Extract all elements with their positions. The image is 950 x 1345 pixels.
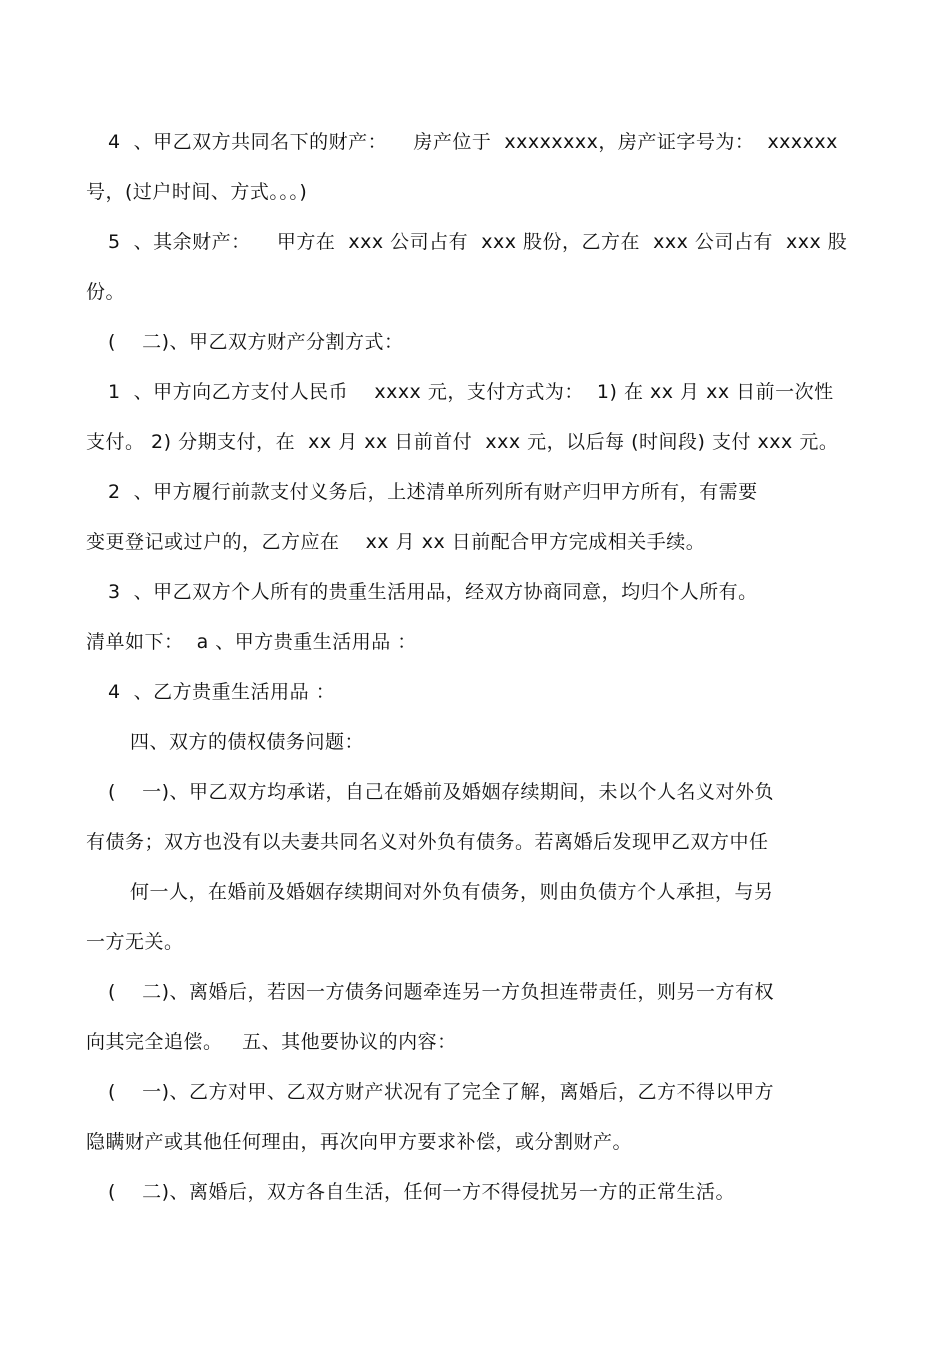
text-line-16: 何一人，在婚前及婚姻存续期间对外负有债务，则由负债方个人承担，与另 bbox=[130, 881, 774, 903]
text-line-19: 向其完全追偿。 五、其他要协议的内容： bbox=[86, 1031, 457, 1053]
text-line-14: ( 一)、甲乙双方均承诺，自己在婚前及婚姻存续期间，未以个人名义对外负 bbox=[108, 781, 774, 803]
text-line-5: ( 二)、甲乙双方财产分割方式： bbox=[108, 331, 404, 353]
text-line-15: 有债务；双方也没有以夫妻共同名义对外负有债务。若离婚后发现甲乙双方中任 bbox=[86, 831, 769, 853]
text-line-17: 一方无关。 bbox=[86, 931, 184, 953]
text-line-9: 变更登记或过户的，乙方应在 xx 月 xx 日前配合甲方完成相关手续。 bbox=[86, 531, 706, 553]
text-line-7: 支付。 2) 分期支付，在 xx 月 xx 日前首付 xxx 元，以后每 (时间段) 支付 xxx 元。 bbox=[86, 431, 839, 453]
text-line-11: 清单如下： a 、甲方贵重生活用品 ： bbox=[86, 631, 417, 653]
text-line-18: ( 二)、离婚后，若因一方债务问题牵连另一方负担连带责任，则另一方有权 bbox=[108, 981, 774, 1003]
text-line-20: ( 一)、乙方对甲、乙双方财产状况有了完全了解，离婚后，乙方不得以甲方 bbox=[108, 1081, 774, 1103]
text-line-6: 1 、甲方向乙方支付人民币 xxxx 元，支付方式为： 1) 在 xx 月 xx 日前一次性 bbox=[108, 381, 834, 403]
section-heading-4: 四、双方的债权债务问题： bbox=[130, 731, 365, 753]
text-line-21: 隐瞒财产或其他任何理由，再次向甲方要求补偿，或分割财产。 bbox=[86, 1131, 633, 1153]
text-line-22: ( 二)、离婚后，双方各自生活，任何一方不得侵扰另一方的正常生活。 bbox=[108, 1181, 735, 1203]
text-line-10: 3 、甲乙双方个人所有的贵重生活用品，经双方协商同意，均归个人所有。 bbox=[108, 581, 758, 603]
text-line-4: 份。 bbox=[86, 281, 126, 303]
text-line-12: 4 、乙方贵重生活用品 ： bbox=[108, 681, 336, 703]
text-line-3: 5 、其余财产： 甲方在 xxx 公司占有 xxx 股份，乙方在 xxx 公司占有 xxx 股 bbox=[108, 231, 848, 253]
text-line-8: 2 、甲方履行前款支付义务后，上述清单所列所有财产归甲方所有，有需要 bbox=[108, 481, 758, 503]
text-line-1: 4 、甲乙双方共同名下的财产： 房产位于 xxxxxxxx，房产证字号为： xxxxxx bbox=[108, 131, 838, 153]
text-line-2: 号，(过户时间、方式。。。) bbox=[86, 181, 308, 203]
